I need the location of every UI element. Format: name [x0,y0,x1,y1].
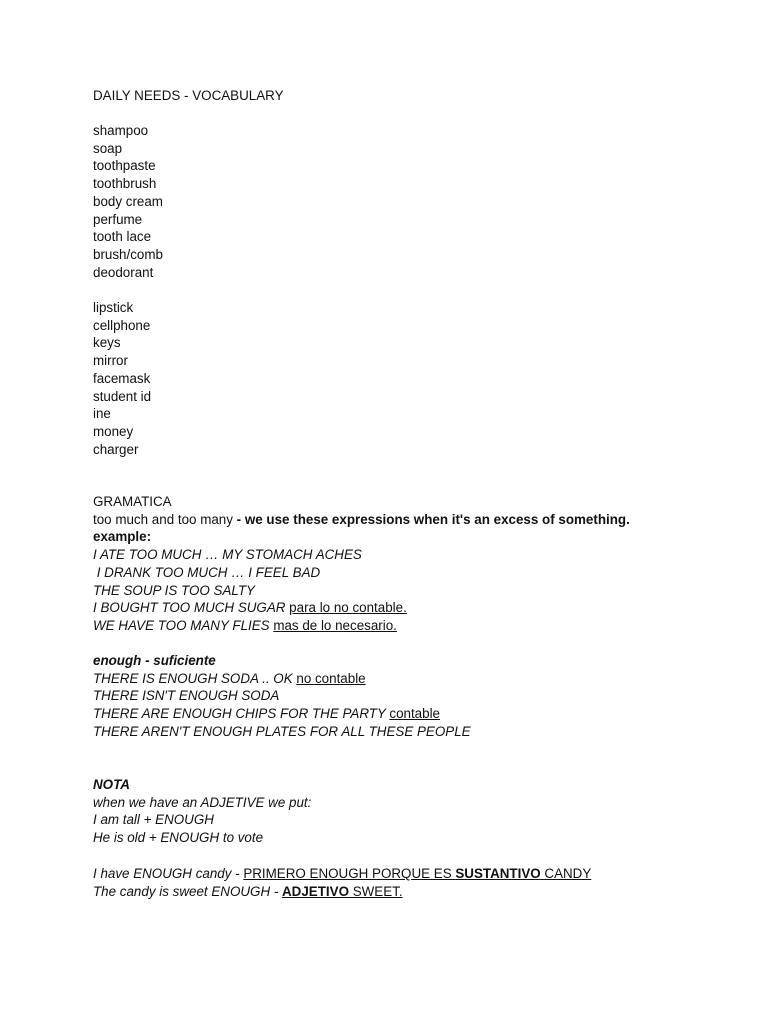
example-line: I DRANK TOO MUCH … I FEEL BAD [93,564,321,580]
vocab-item: facemask [93,370,151,386]
enough-text: THERE ARE ENOUGH CHIPS FOR THE PARTY [93,706,390,722]
example-line [93,599,728,617]
nota-line [93,883,728,901]
enough-heading: enough - suficiente [93,653,216,668]
page-title: DAILY NEEDS - VOCABULARY [93,88,284,103]
nota-underlined: PRIMERO ENOUGH PORQUE ES [243,866,456,881]
vocab-item: money [93,423,134,439]
vocab-item: lipstick [93,300,134,315]
example-line [93,617,728,635]
nota-keyword: SUSTANTIVO [455,866,541,881]
enough-line: THERE ISN'T ENOUGH SODA [93,688,280,704]
vocab-list-belongings [93,299,728,458]
grammar-heading: GRAMATICA [93,494,172,509]
vocab-item: toothbrush [93,176,157,192]
vocab-item: perfume [93,211,143,227]
nota-line [93,865,728,883]
vocab-item: charger [93,441,139,457]
vocab-item: mirror [93,353,128,369]
example-note: mas de lo necesario. [273,617,397,633]
vocab-list-personal-care [93,122,728,281]
nota-line: He is old + ENOUGH to vote [93,830,264,846]
enough-note: no contable [296,670,366,686]
enough-line: THERE AREN'T ENOUGH PLATES FOR ALL THESE PEOPLE [93,723,471,739]
enough-line [93,705,728,723]
vocab-item: brush/comb [93,246,163,262]
example-text: WE HAVE TOO MANY FLIES [93,617,274,633]
nota-line: when we have an ADJETIVE we put: [93,794,312,810]
grammar-section [93,493,728,635]
example-note: para lo no contable. [289,600,407,616]
grammar-intro-plain: too much and too many [93,511,237,527]
grammar-intro [93,511,728,529]
vocab-item: body cream [93,193,163,209]
example-text: I BOUGHT TOO MUCH SUGAR [93,600,290,616]
vocab-item: tooth lace [93,229,152,245]
enough-section [93,652,728,741]
nota-underlined: CANDY [540,866,592,881]
enough-line [93,670,728,688]
nota-text: The candy is sweet ENOUGH - [93,883,283,899]
vocab-item: soap [93,140,123,156]
nota-text: I have ENOUGH candy - [93,866,244,881]
nota-heading: NOTA [93,777,130,792]
vocab-item: toothpaste [93,158,156,174]
nota-section [93,776,728,847]
vocab-item: shampoo [93,123,149,138]
enough-note: contable [389,706,441,722]
nota-examples [93,865,728,900]
example-line: I ATE TOO MUCH … MY STOMACH ACHES [93,547,362,563]
vocab-item: keys [93,335,121,351]
nota-line: I am tall + ENOUGH [93,812,214,828]
vocab-item: deodorant [93,264,154,280]
nota-keyword: ADJETIVO [282,883,349,899]
vocab-item: ine [93,406,111,422]
enough-text: THERE IS ENOUGH SODA .. OK [93,670,297,686]
title-block [93,87,728,105]
vocab-item: cellphone [93,317,151,333]
vocab-item: student id [93,388,152,404]
grammar-intro-bold: - we use these expressions when it's an excess of something. [236,511,630,527]
example-label: example: [93,529,152,545]
nota-underlined: SWEET. [348,883,403,899]
example-line: THE SOUP IS TOO SALTY [93,582,255,598]
